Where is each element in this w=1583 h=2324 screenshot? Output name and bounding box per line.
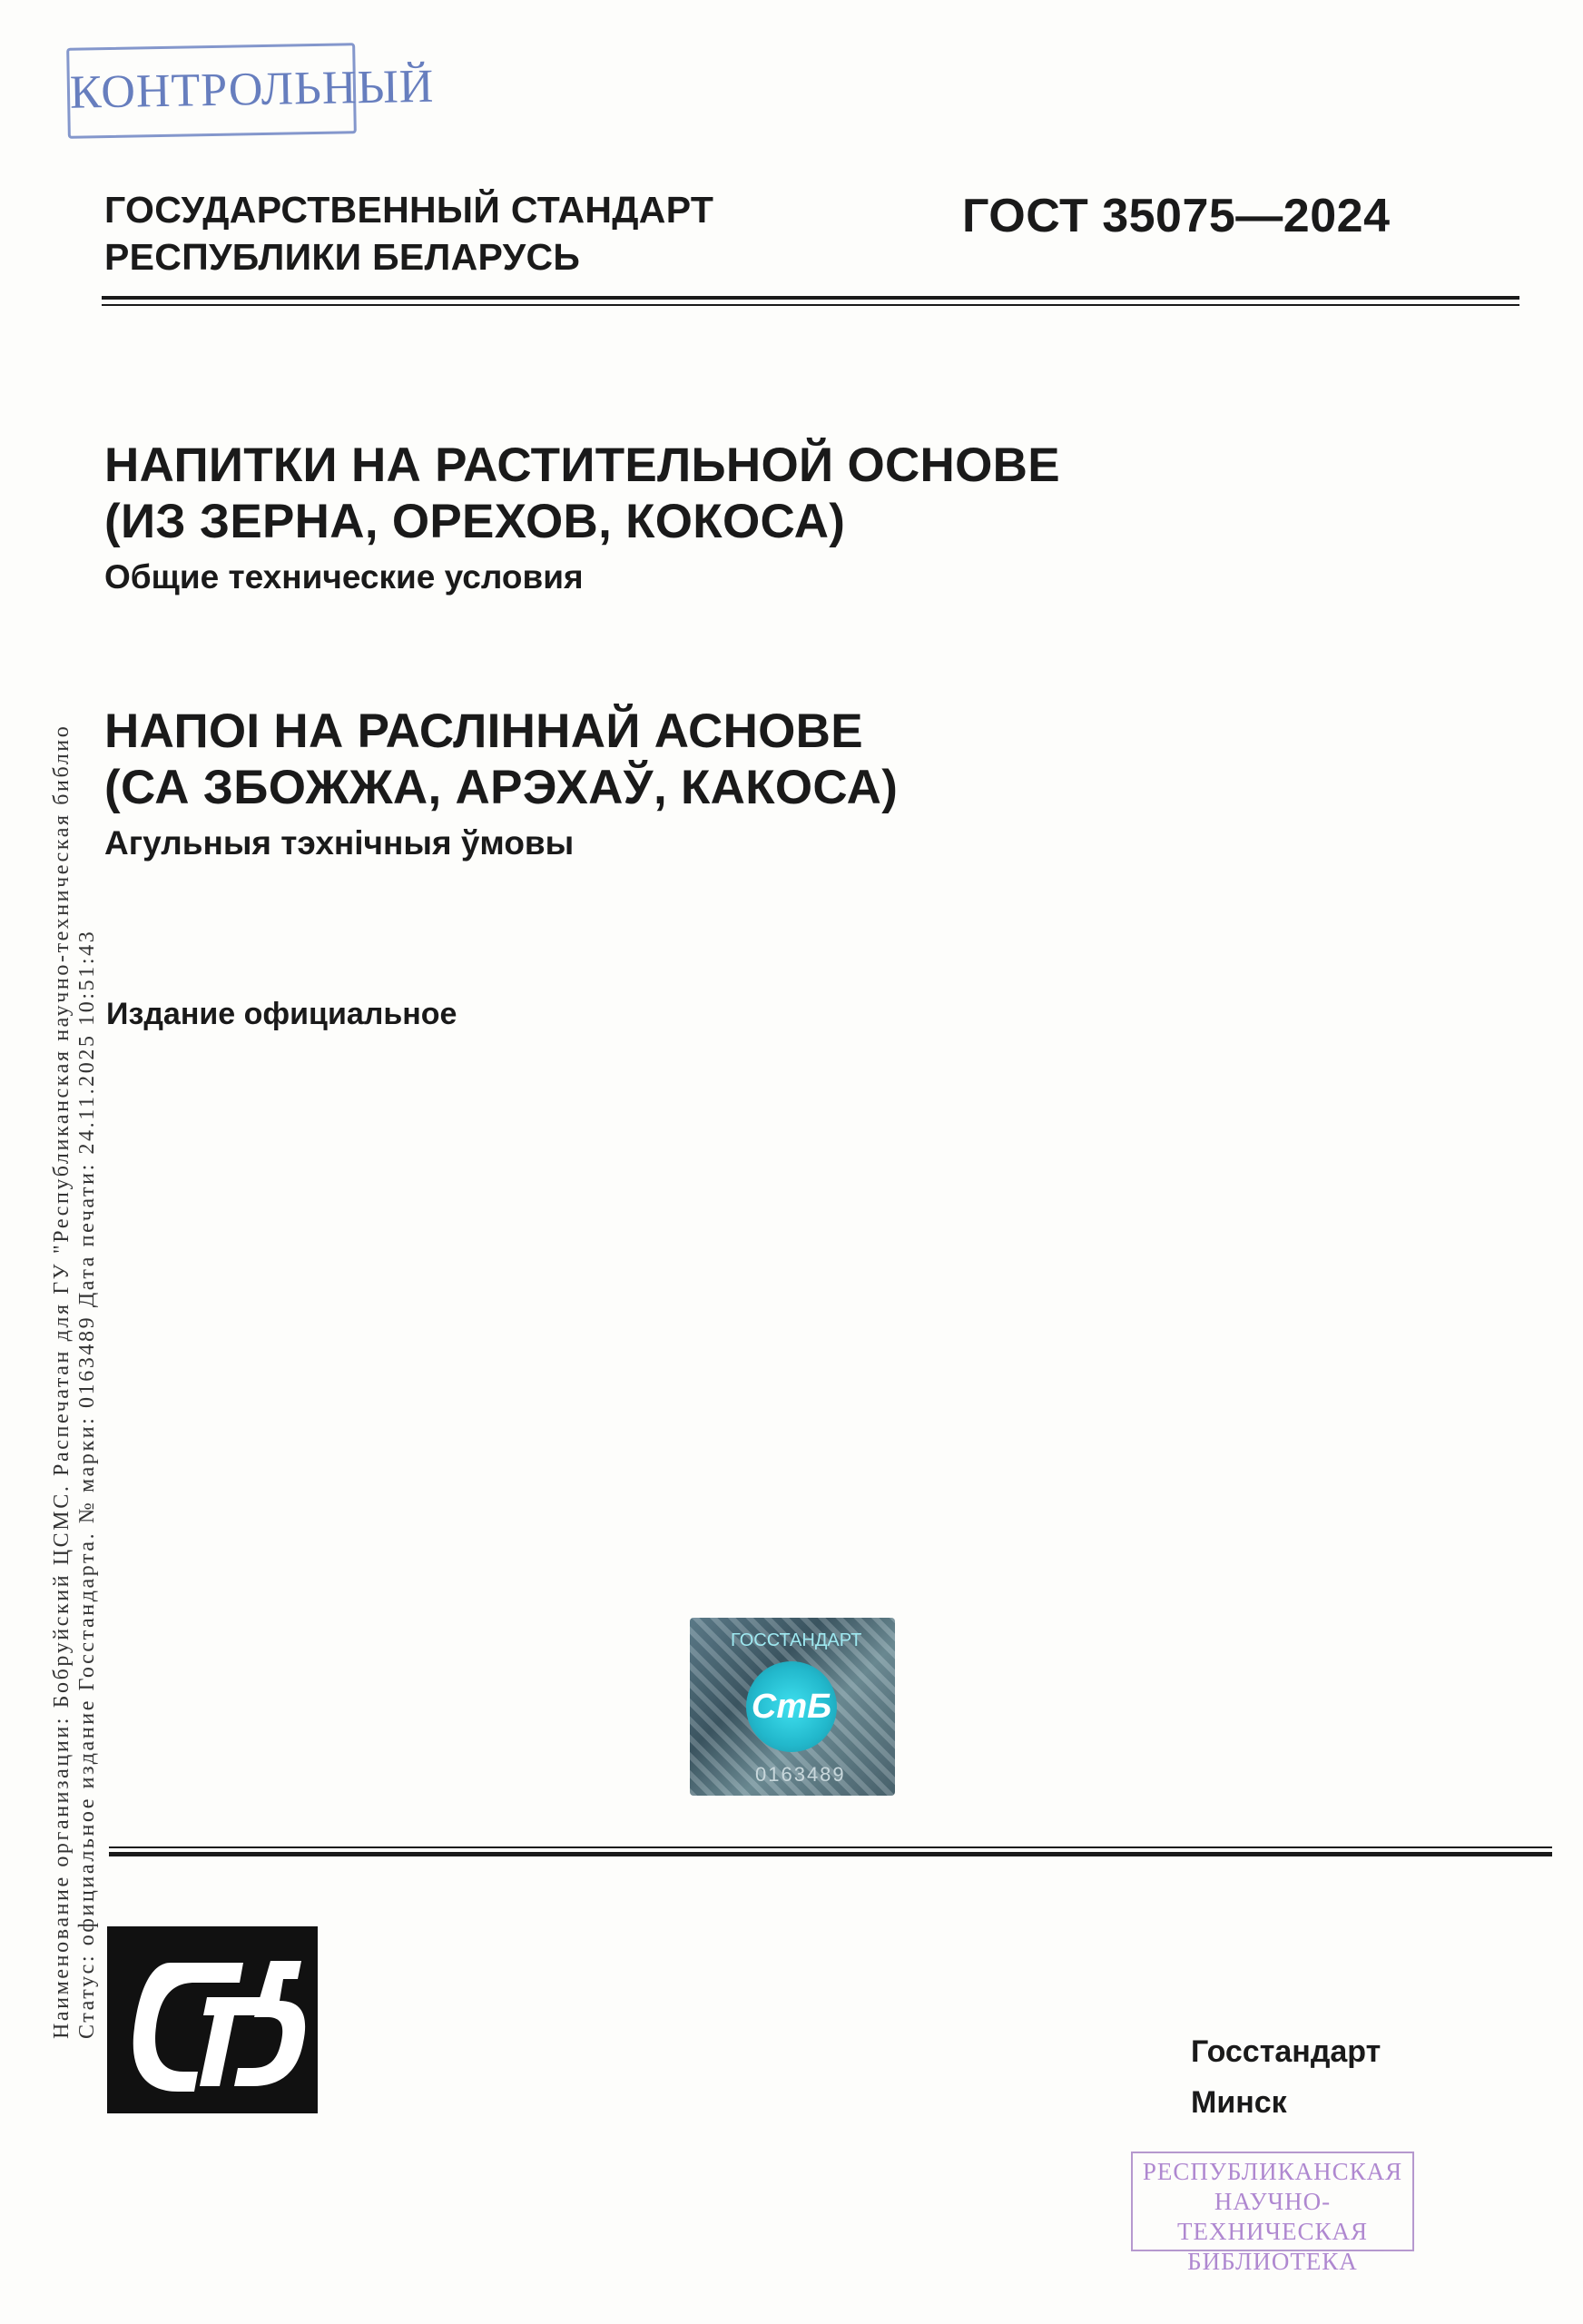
bottom-rule-thin — [109, 1846, 1552, 1848]
side-note-line-2: Статус: официальное издание Госстандарта. № марки: 0163489 Дата печати: 24.11.2025 10:51:43 — [75, 929, 99, 2039]
hologram-sticker — [690, 1618, 895, 1796]
publisher-city: Минск — [1191, 2085, 1287, 2120]
control-stamp-text: КОНТРОЛЬНЫЙ — [69, 60, 435, 119]
side-print-note — [49, 586, 100, 2039]
header-line-2: РЕСПУБЛИКИ БЕЛАРУСЬ — [104, 236, 581, 278]
publisher-block — [1191, 2026, 1381, 2128]
library-stamp-line-1: РЕСПУБЛИКАНСКАЯ — [1142, 2158, 1403, 2185]
library-stamp-line-2: НАУЧНО-ТЕХНИЧЕСКАЯ — [1176, 2188, 1369, 2245]
standard-header — [104, 186, 713, 281]
title-russian — [104, 438, 1060, 599]
side-note-line-1: Наименование организации: Бобруйский ЦСМС. Распечатан для ГУ "Республиканская научно-техническая библио — [50, 724, 74, 2039]
top-rule-thick — [102, 296, 1519, 300]
header-line-1: ГОСУДАРСТВЕННЫЙ СТАНДАРТ — [104, 189, 714, 231]
subtitle-ru: Общие технические условия — [104, 558, 584, 596]
publisher-name: Госстандарт — [1191, 2034, 1381, 2069]
stb-logo-icon — [107, 1926, 318, 2113]
title-by-line-2: (СА ЗБОЖЖА, АРЭХАЎ, КАКОСА) — [104, 761, 899, 814]
title-ru-line-1: НАПИТКИ НА РАСТИТЕЛЬНОЙ ОСНОВЕ — [104, 438, 1060, 492]
library-stamp-line-3: БИБЛИОТЕКА — [1187, 2248, 1358, 2275]
hologram-number: 0163489 — [755, 1763, 846, 1786]
control-stamp — [66, 43, 435, 139]
stb-logo — [107, 1926, 318, 2113]
top-rule-thin — [102, 304, 1519, 306]
bottom-rule-thick — [109, 1852, 1552, 1856]
hologram-logo-icon: СтБ — [746, 1661, 837, 1752]
title-ru-line-2: (ИЗ ЗЕРНА, ОРЕХОВ, КОКОСА) — [104, 495, 846, 548]
title-by-line-1: НАПОІ НА РАСЛІННАЙ АСНОВЕ — [104, 704, 863, 758]
hologram-text: ГОССТАНДАРТ — [731, 1630, 862, 1650]
standard-code: ГОСТ 35075—2024 — [962, 190, 1391, 242]
edition-label: Издание официальное — [106, 997, 457, 1031]
library-stamp — [1131, 2152, 1414, 2275]
title-belarusian — [104, 704, 898, 865]
subtitle-by: Агульныя тэхнічныя ўмовы — [104, 824, 575, 862]
